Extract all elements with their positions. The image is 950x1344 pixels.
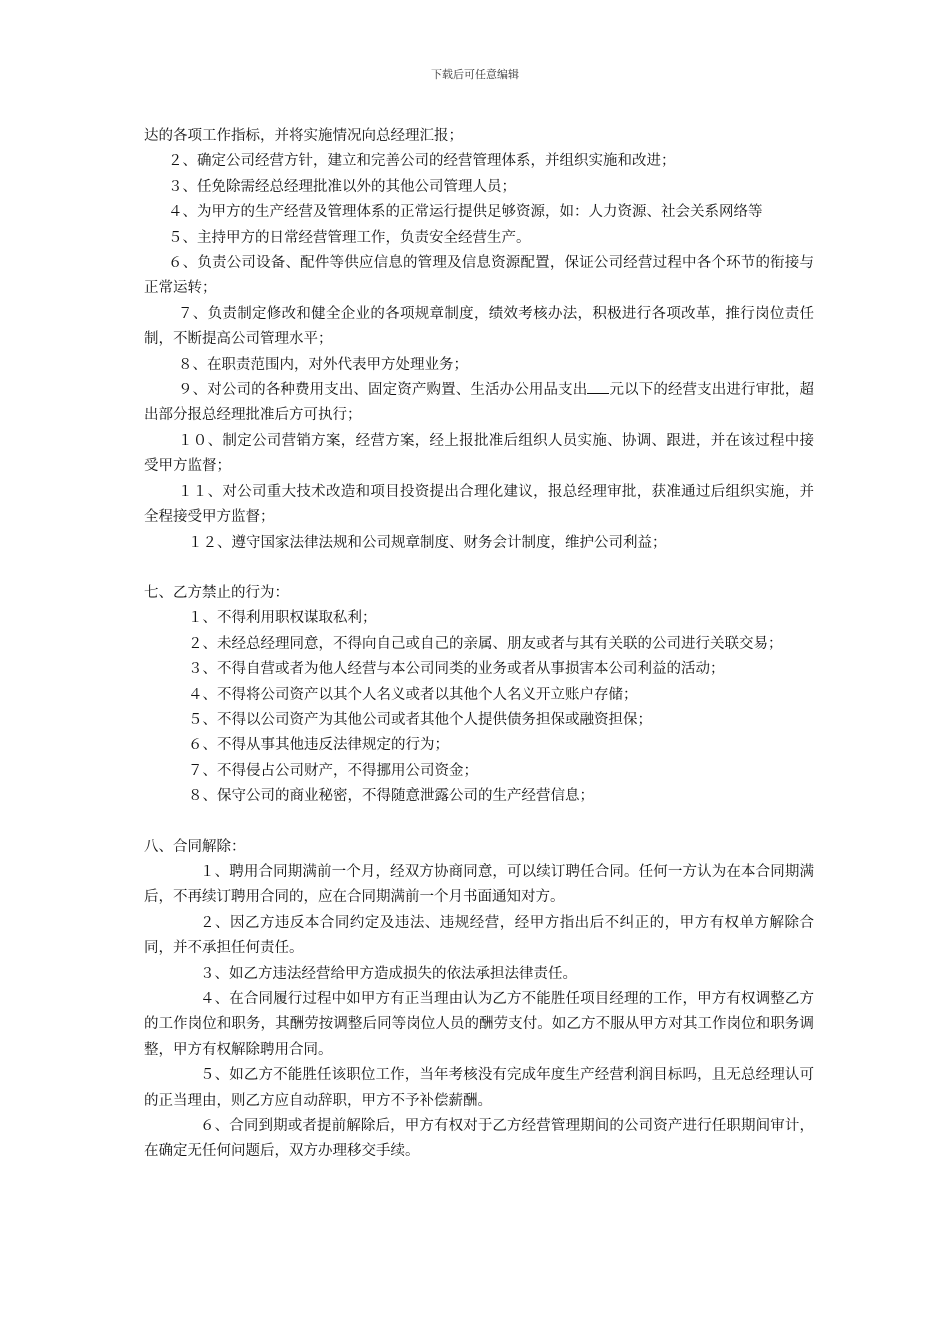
section-7-item-7: ７、不得侵占公司财产，不得挪用公司资金； [188,762,478,779]
paragraph-6-item-7: ７、负责制定修改和健全企业的各项规章制度，绩效考核办法，积极进行各项改革，推行岗位责任制，不断提高公司管理水平； [144,305,814,348]
section-gap [144,556,814,581]
section-8-item-1: １、聘用合同期满前一个月，经双方协商同意，可以续订聘任合同。任何一方认为在本合同期满后，不再续订聘用合同的，应在合同期满前一个月书面通知对方。 [144,863,814,906]
paragraph-6-item-2: ２、确定公司经营方针，建立和完善公司的经营管理体系，并组织实施和改进； [168,153,676,170]
page-header: 下载后可任意编辑 [431,68,519,81]
document-body [144,124,814,1165]
section-8-item-5: ５、如乙方不能胜任该职位工作，当年考核没有完成年度生产经营利润目标吗，且无总经理认可的正当理由，则乙方应自动辞职，甲方不予补偿薪酬。 [144,1067,814,1109]
item-9-text-after: 元以下的经营支出进行审批，超出部分报总经理批准后方可执行； [144,382,815,424]
section-8-item-6: ６、合同到期或者提前解除后，甲方有权对于乙方经营管理期间的公司资产进行任职期间审计，在确定无任何问题后，双方办理移交手续。 [144,1118,814,1160]
section-7-item-5: ５、不得以公司资产为其他公司或者其他个人提供债务担保或融资担保； [188,711,652,728]
section-8-title: 八、合同解除： [144,838,246,855]
paragraph-6-item-3: ３、任免除需经总经理批准以外的其他公司管理人员； [168,178,516,195]
paragraph-6-item-11: １１、对公司重大技术改造和项目投资提出合理化建议，报总经理审批，获准通过后组织实施，并全程接受甲方监督； [144,483,814,526]
paragraph-6-item-5: ５、主持甲方的日常经营管理工作，负责安全经营生产。 [168,229,531,246]
section-7-item-1: １、不得利用职权谋取私利； [188,610,377,627]
paragraph-6-item-9 [144,378,814,429]
amount-blank [587,379,609,394]
section-7-item-6: ６、不得从事其他违反法律规定的行为； [188,737,449,754]
section-8-item-4: ４、在合同履行过程中如甲方有正当理由认为乙方不能胜任项目经理的工作，甲方有权调整乙方的工作岗位和职务，其酬劳按调整后同等岗位人员的酬劳支付。如乙方不服从甲方对其工作岗位和职务调整，甲方有权解除聘用合同。 [144,991,814,1058]
section-7-item-4: ４、不得将公司资产以其个人名义或者以其他个人名义开立账户存储； [188,686,638,703]
paragraph-6-item-12: １２、遵守国家法律法规和公司规章制度、财务会计制度，维护公司利益； [188,534,667,551]
section-gap [144,810,814,835]
paragraph-6-continuation: 达的各项工作指标，并将实施情况向总经理汇报； [144,128,463,144]
section-7-item-8: ８、保守公司的商业秘密，不得随意泄露公司的生产经营信息； [188,788,594,805]
section-7-item-2: ２、未经总经理同意，不得向自己或自己的亲属、朋友或者与其有关联的公司进行关联交易； [188,635,783,652]
paragraph-6-item-6: ６、负责公司设备、配件等供应信息的管理及信息资源配置，保证公司经营过程中各个环节的衔接与正常运转； [144,255,814,297]
section-7-title: 七、乙方禁止的行为： [144,584,289,601]
section-8-item-3: ３、如乙方违法经营给甲方造成损失的依法承担法律责任。 [200,965,577,982]
item-9-text-before: ９、对公司的各种费用支出、固定资产购置、生活办公用品支出 [178,382,588,399]
paragraph-6-item-8: ８、在职责范围内，对外代表甲方处理业务； [178,356,468,373]
section-7-item-3: ３、不得自营或者为他人经营与本公司同类的业务或者从事损害本公司利益的活动； [188,661,725,678]
section-8-item-2: ２、因乙方违反本合同约定及违法、违规经营，经甲方指出后不纠正的，甲方有权单方解除合同，并不承担任何责任。 [144,914,814,957]
paragraph-6-item-4: ４、为甲方的生产经营及管理体系的正常运行提供足够资源，如：人力资源、社会关系网络等 [168,204,763,221]
paragraph-6-item-10: １０、制定公司营销方案，经营方案，经上报批准后组织人员实施、协调、跟进，并在该过程中接受甲方监督； [144,432,814,475]
